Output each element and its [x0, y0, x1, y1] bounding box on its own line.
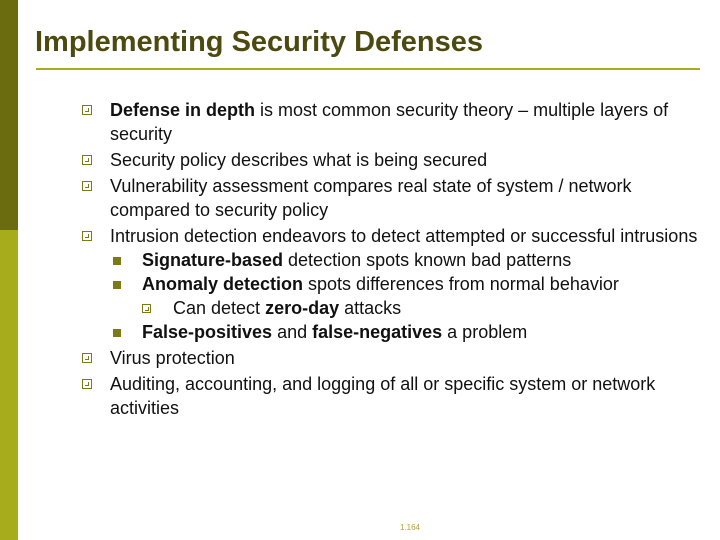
slide-number: 1.164	[399, 523, 421, 532]
bullet-vulnerability-assessment	[82, 174, 707, 222]
square-bullet-icon	[82, 353, 92, 363]
square-bullet-icon	[142, 304, 151, 313]
bullet-text: spots differences from normal behavior	[303, 274, 619, 294]
side-accent-bar-light	[0, 230, 18, 540]
bullet-defense-in-depth	[82, 98, 707, 146]
square-bullet-icon	[82, 155, 92, 165]
square-bullet-icon	[82, 105, 92, 115]
bullet-text: Can detect	[173, 298, 266, 318]
bullet-auditing	[82, 372, 707, 420]
subbullet-anomaly-detection	[82, 272, 707, 296]
square-bullet-icon	[82, 231, 92, 241]
side-accent-bar-dark	[0, 0, 18, 230]
bullet-text: is most common security theory – multiple layers of security	[110, 100, 669, 144]
bullet-text: detection spots known bad patterns	[283, 250, 572, 270]
subbullet-false-positives	[82, 320, 707, 344]
bullet-virus-protection	[82, 346, 707, 370]
bullet-security-policy	[82, 148, 707, 172]
bullet-text: and	[272, 322, 313, 342]
filled-square-bullet-icon	[113, 329, 121, 337]
bullet-text: Auditing, accounting, and logging of all or specific system or network activities	[110, 374, 656, 418]
bullet-text: attacks	[339, 298, 402, 318]
subsubbullet-zero-day	[82, 296, 707, 320]
bullet-text: Intrusion detection endeavors to detect attempted or successful intrusions	[110, 226, 698, 246]
bullet-text: Security policy describes what is being secured	[110, 150, 488, 170]
bullet-text: a problem	[442, 322, 528, 342]
title-divider	[36, 68, 700, 70]
bullet-bold-term: Defense in depth	[110, 100, 256, 120]
bullet-bold-term: Anomaly detection	[142, 274, 304, 294]
square-bullet-icon	[82, 379, 92, 389]
bullet-list	[82, 98, 707, 420]
bullet-bold-term: zero-day	[265, 298, 340, 318]
bullet-bold-term: False-positives	[142, 322, 273, 342]
bullet-bold-term: false-negatives	[312, 322, 443, 342]
bullet-text: Virus protection	[110, 348, 235, 368]
filled-square-bullet-icon	[113, 281, 121, 289]
bullet-intrusion-detection	[82, 224, 707, 248]
subbullet-signature-based	[82, 248, 707, 272]
bullet-bold-term: Signature-based	[142, 250, 284, 270]
slide-title: Implementing Security Defenses	[35, 26, 484, 58]
bullet-text: Vulnerability assessment compares real state of system / network compared to security policy	[110, 176, 632, 220]
square-bullet-icon	[82, 181, 92, 191]
filled-square-bullet-icon	[113, 257, 121, 265]
